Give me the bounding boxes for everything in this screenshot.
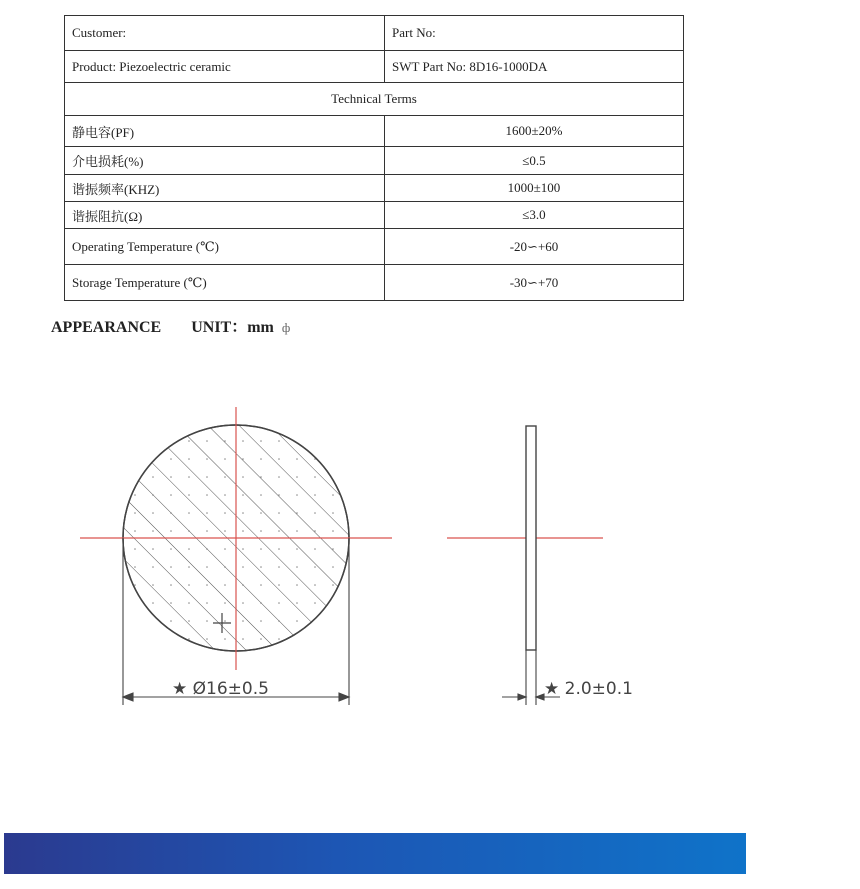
param-cell: 谐振频率(KHZ)	[65, 175, 385, 202]
value-cell: -20∽+60	[385, 229, 684, 265]
param-cell: 静电容(PF)	[65, 116, 385, 147]
customer-cell: Customer:	[65, 16, 385, 51]
product-cell: Product: Piezoelectric ceramic	[65, 51, 385, 83]
unit-label: UNIT：mm	[191, 319, 274, 336]
param-cell: 谐振阻抗(Ω)	[65, 202, 385, 229]
swt-part-no-cell: SWT Part No: 8D16-1000DA	[385, 51, 684, 83]
param-cell: 介电损耗(%)	[65, 147, 385, 175]
value-cell: 1000±100	[385, 175, 684, 202]
param-cell: Storage Temperature (℃)	[65, 265, 385, 301]
side-view-plate	[526, 426, 536, 650]
technical-terms-heading: Technical Terms	[65, 83, 684, 116]
thickness-label: ★ 2.0±0.1	[544, 679, 633, 699]
value-cell: 1600±20%	[385, 116, 684, 147]
diameter-label: ★ Ø16±0.5	[172, 679, 269, 699]
center-lines	[80, 407, 603, 670]
appearance-title: APPEARANCE	[51, 319, 162, 336]
value-cell: ≤3.0	[385, 202, 684, 229]
value-cell: ≤0.5	[385, 147, 684, 175]
param-cell: Operating Temperature (℃)	[65, 229, 385, 265]
value-cell: -30∽+70	[385, 265, 684, 301]
part-no-cell: Part No:	[385, 16, 684, 51]
unit-tail: ф	[281, 320, 291, 335]
footer-bar	[4, 833, 746, 874]
